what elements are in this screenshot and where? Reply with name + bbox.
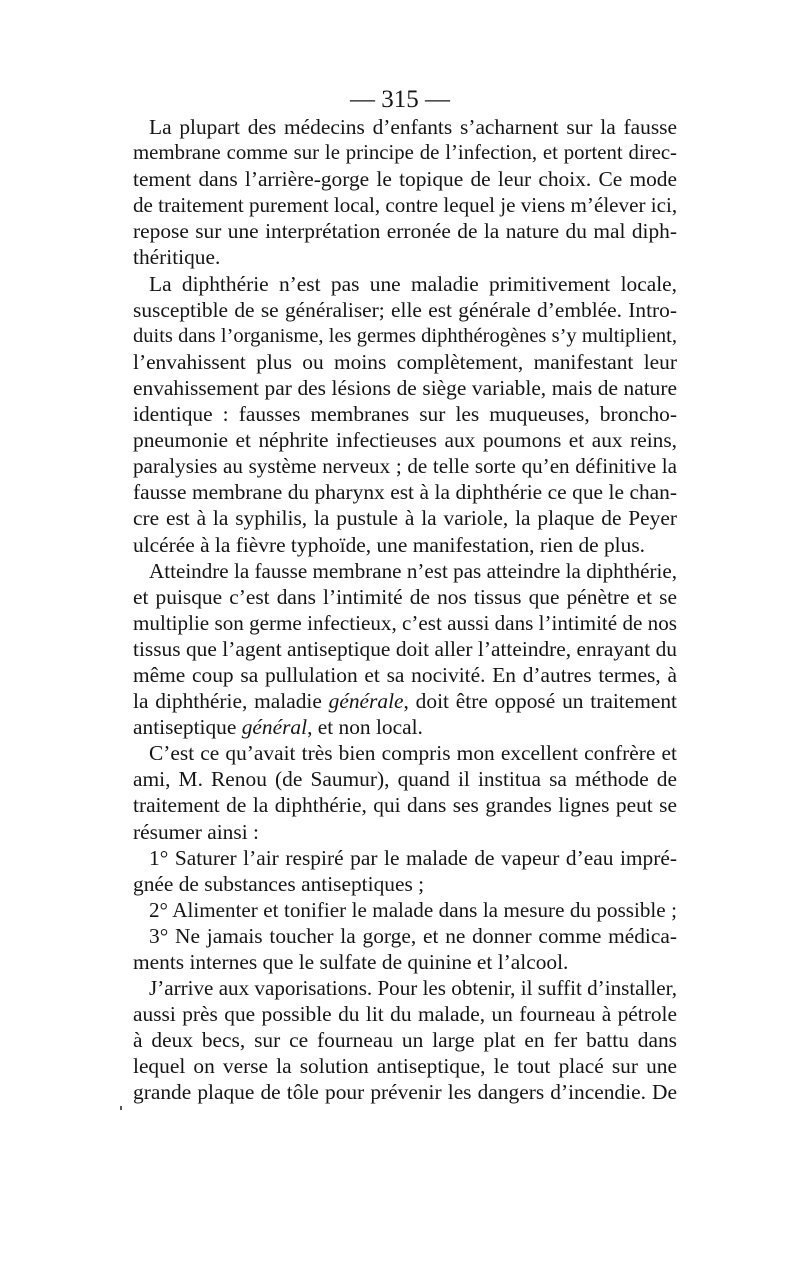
text-line <box>133 792 677 818</box>
text-line <box>133 114 677 140</box>
italic-text: général <box>241 715 308 740</box>
text-segment: cre est à la syphilis, la pustule à la variole, la plaque de Peyer <box>133 506 677 531</box>
text-line <box>133 1001 677 1027</box>
text-segment: envahissement par des lésions de siège variable, mais de nature <box>133 375 677 400</box>
text-segment: gnée de substances antiseptiques ; <box>133 871 425 896</box>
text-segment: l’envahissent plus ou moins complètement, manifestant leur <box>133 349 677 374</box>
text-segment: résumer ainsi : <box>133 819 259 844</box>
page-number: — 315 — <box>350 86 450 113</box>
text-segment: 2° Alimenter et tonifier le malade dans la mesure du possible ; <box>149 897 677 922</box>
text-segment: et puisque c’est dans l’intimité de nos tissus que pénètre et se <box>133 584 677 609</box>
text-segment: repose sur une interprétation erronée de la nature du mal diph- <box>133 219 677 244</box>
text-line <box>133 479 677 505</box>
text-segment: ami, M. Renou (de Saumur), quand il institua sa méthode de <box>133 767 677 792</box>
text-line <box>133 166 677 192</box>
text-segment: tement dans l’arrière-gorge le topique de leur choix. Ce mode <box>133 167 677 192</box>
text-segment: La diphthérie n’est pas une maladie primitivement locale, <box>149 271 677 296</box>
text-line <box>133 662 677 688</box>
text-line <box>133 192 677 218</box>
text-segment: à deux becs, sur ce fourneau un large plat en fer battu dans <box>133 1028 677 1053</box>
text-segment: ments internes que le sulfate de quinine et l’alcool. <box>133 950 569 974</box>
text-segment: multiplie son germe infectieux, c’est aussi dans l’intimité de nos <box>133 610 677 635</box>
text-line <box>133 505 677 531</box>
text-segment: antiseptique <box>133 715 242 740</box>
text-segment: , doit être opposé un traitement <box>403 689 677 714</box>
text-segment: 3° Ne jamais toucher la gorge, et ne donner comme médica- <box>149 923 677 948</box>
text-line <box>133 427 677 453</box>
text-line <box>133 349 677 375</box>
text-segment: même coup sa pullulation et sa nocivité. En d’autres termes, à <box>133 662 677 687</box>
text-line <box>133 766 677 792</box>
text-segment: Atteindre la fausse membrane n’est pas atteindre la diphthérie, <box>149 558 677 583</box>
text-line <box>133 714 677 740</box>
text-segment: la diphthérie, maladie <box>133 689 329 714</box>
text-line <box>133 740 677 766</box>
text-line <box>133 923 677 949</box>
text-line <box>133 1027 677 1053</box>
body-text <box>133 114 677 1106</box>
text-segment: grande plaque de tôle pour prévenir les dangers d’incendie. De <box>133 1080 677 1105</box>
text-segment: tissus que l’agent antiseptique doit aller l’atteindre, enrayant du <box>133 636 677 661</box>
text-segment: membrane comme sur le principe de l’infection, et portent direc- <box>133 141 677 165</box>
text-segment: , et non local. <box>307 715 423 740</box>
text-segment: fausse membrane du pharynx est à la diphthérie ce que le chan- <box>133 480 677 505</box>
text-line <box>133 819 677 845</box>
text-segment: 1° Saturer l’air respiré par le malade de vapeur d’eau impré- <box>149 845 677 870</box>
text-line <box>133 558 677 584</box>
text-line <box>133 401 677 427</box>
text-line <box>133 636 677 662</box>
italic-text: générale <box>328 689 404 714</box>
text-line <box>133 323 677 349</box>
text-segment: paralysies au système nerveux ; de telle sorte qu’en définitive la <box>133 454 677 479</box>
text-segment: J’arrive aux vaporisations. Pour les obtenir, il suffit d’installer, <box>149 976 677 1001</box>
text-segment: C’est ce qu’avait très bien compris mon excellent confrère et <box>149 741 677 766</box>
text-line <box>133 244 677 270</box>
text-segment: de traitement purement local, contre lequel je viens m’élever ici, <box>133 193 677 218</box>
stray-ink-mark <box>120 1106 122 1110</box>
text-line <box>133 532 677 558</box>
text-segment: identique : fausses membranes sur les muqueuses, broncho- <box>133 402 677 427</box>
text-segment: lequel on verse la solution antiseptique, le tout placé sur une <box>133 1054 677 1079</box>
text-line <box>133 271 677 297</box>
text-line <box>133 584 677 610</box>
text-line <box>133 453 677 479</box>
text-line <box>133 375 677 401</box>
text-line <box>133 610 677 636</box>
text-line <box>133 140 677 166</box>
text-line <box>133 975 677 1001</box>
text-segment: La plupart des médecins d’enfants s’acharnent sur la fausse <box>149 115 677 139</box>
text-segment: théritique. <box>133 245 221 270</box>
text-segment: pneumonie et néphrite infectieuses aux poumons et aux reins, <box>133 428 677 453</box>
text-line <box>133 949 677 975</box>
text-line <box>133 897 677 923</box>
text-line <box>133 845 677 871</box>
text-line <box>133 1053 677 1079</box>
text-segment: susceptible de se généraliser; elle est générale d’emblée. Intro- <box>133 297 677 322</box>
text-line <box>133 297 677 323</box>
text-line <box>133 1079 677 1105</box>
text-segment: traitement de la diphthérie, qui dans ses grandes lignes peut se <box>133 793 677 818</box>
text-segment: ulcérée à la fièvre typhoïde, une manifestation, rien de plus. <box>133 532 645 557</box>
text-line <box>133 871 677 897</box>
text-segment: duits dans l’organisme, les germes diphthérogènes s’y multiplient, <box>133 324 677 347</box>
text-line <box>133 688 677 714</box>
text-segment: aussi près que possible du lit du malade, un fourneau à pétrole <box>133 1002 677 1027</box>
text-line <box>133 218 677 244</box>
